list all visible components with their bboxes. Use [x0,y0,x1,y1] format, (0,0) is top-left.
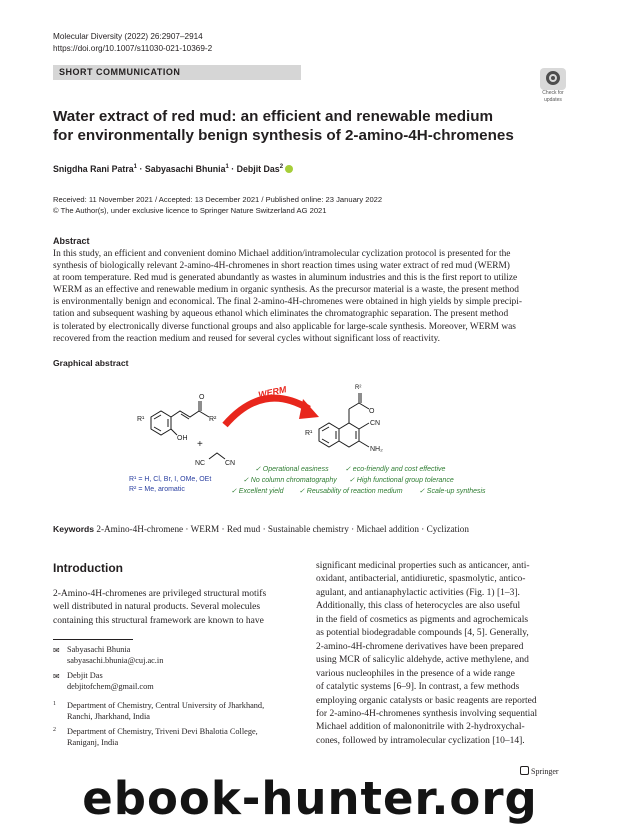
body-line: 2-Amino-4H-chromenes are privileged structural motifs [53,589,267,599]
abstract-body [53,248,567,345]
plus-sign: + [197,439,203,450]
keywords-text: 2-Amino-4H-chromene · WERM · Red mud · Sustainable chemistry · Michael addition · Cyclization [96,524,469,534]
chromene-product-structure [319,393,369,447]
abstract-line: at room temperature. Red mud is generated abundantly as wastes in aluminum industries and this is the first report to utilize [53,273,518,284]
chalcone-r1-label: R¹ [137,416,145,423]
feature-item: ✓ Reusability of reaction medium [299,488,403,495]
footnote-divider [53,639,133,640]
section-label: SHORT COMMUNICATION [59,67,181,77]
body-line: Additionally, this class of heterocycles are also useful [316,601,521,612]
abstract-line: is tolerated by electronically diverse functional groups and also applicable for large-scale synthesis. Moreover, WERM was [53,321,516,332]
body-line: oxidant, antibacterial, antidiuretic, spasmolytic, antico- [316,574,526,585]
introduction-heading: Introduction [53,561,123,575]
body-line: of catalytic systems [6–9]. In contrast, a few methods [316,682,520,693]
abstract-line: recovered from the reaction medium and reused for several cycles without significant loss of reactivity. [53,333,441,344]
author-list: Snigdha Rani Patra$^1$ · Sabyasachi Bhunia$^1$ · Debjit Das$^2$ [53,164,293,174]
check-for-updates-button[interactable] [538,68,568,102]
watermark: ebook-hunter.org [82,772,538,824]
feature-item: ✓ No column chromatography [243,477,337,484]
reaction-arrow-shaft [225,398,309,425]
body-line: various nucleophiles in the presence of a wide range [316,668,515,679]
body-line: significant medicinal properties such as anticancer, anti- [316,561,530,571]
substituent-r2-list: R² = Me, aromatic [129,486,185,493]
author-name: Sabyasachi Bhunia [144,164,226,174]
affiliation-line: Ranchi, Jharkhand, India [67,711,150,721]
affiliation-number: 1 [53,701,56,707]
abstract-line: synthesis of biologically relevant 2-amino-4H-chromenes in short reaction times using water extract of red mud (WERM) [53,261,510,272]
orcid-icon[interactable] [285,165,293,173]
paper-title-line-2: for environmentally benign synthesis of 2-amino-4H-chromenes [53,127,514,144]
product-r1-label: R¹ [305,430,313,437]
body-line: in the field of cosmetics as pigments and agrochemicals [316,614,529,625]
keywords-label: Keywords [53,524,95,534]
feature-item: ✓ Operational easiness [255,466,329,473]
check-for-updates-label-2: updates [544,96,562,103]
body-line: Michael addition of malononitrile with 2-hydroxychal- [316,722,525,733]
feature-item: ✓ Scale-up synthesis [419,488,486,495]
body-line: 2-amino-4H-chromene derivatives have been prepared [316,641,524,652]
envelope-icon: ✉ [53,672,60,681]
contact-name: Debjit Das [67,671,103,680]
author-affiliation-mark: 1 [133,164,137,171]
author-affiliation-mark: 1 [225,164,229,171]
abstract-line: is environmentally benign and economical. The final 2-amino-4H-chromenes were obtained in high yields by simple precipi- [53,297,522,308]
abstract-line: tation and subsequent washing by aqueous ethanol which eliminates the chromatographic separation. The present method [53,309,509,320]
contact-email[interactable]: sabyasachi.bhunia@cuj.ac.in [67,655,164,665]
affiliation-line: Raniganj, India [67,737,119,747]
introduction-right-column [316,560,567,748]
reaction-arrow-label: WERM [257,384,288,400]
body-line: using MCR of salicylic aldehyde, active methylene, and [316,655,529,666]
body-line: for 2-amino-4H-chromenes synthesis involving sequential [316,708,538,719]
copyright-notice: © The Author(s), under exclusive licence to Springer Nature Switzerland AG 2021 [53,206,327,215]
author-name: Snigdha Rani Patra [53,164,134,174]
contact-name: Sabyasachi Bhunia [67,645,131,654]
section-banner [53,65,301,80]
feature-item: ✓ Excellent yield [231,488,284,495]
publication-dates: Received: 11 November 2021 / Accepted: 13 December 2021 / Published online: 23 January 2022 [53,195,383,204]
check-for-updates-label-1: Check for [542,90,564,96]
feature-item: ✓ High functional group tolerance [349,477,454,484]
body-line: containing this structural framework are known to have [53,615,264,626]
chalcone-oh-label: OH [177,435,188,442]
body-line: cones, followed by intramolecular cyclization [10–14]. [316,735,525,746]
body-line: agulant, and antianaphylactic activities (Fig. 1) [1–3]. [316,587,520,598]
malononitrile-structure [209,453,225,459]
envelope-icon: ✉ [53,646,60,655]
product-carbonyl-oxygen-label: O [369,408,375,415]
body-line: as potential biodegradable compounds [4, 5]. Generally, [316,628,529,639]
product-nh2-label: NH₂ [370,446,383,453]
journal-citation: Molecular Diversity (2022) 26:2907–2914 [53,32,203,41]
affiliation-line: Department of Chemistry, Triveni Devi Bhalotia College, [67,727,258,736]
introduction-left-column [53,588,301,628]
contact-email[interactable]: debjitofchem@gmail.com [67,681,154,691]
affiliation-line: Department of Chemistry, Central University of Jharkhand, [67,701,265,710]
chalcone-oxygen-label: O [199,394,205,401]
keywords [53,524,469,534]
affiliation-number: 2 [53,727,56,733]
publisher-name: Springer [531,767,559,776]
graphical-abstract-heading: Graphical abstract [53,358,129,368]
graphical-abstract [113,373,513,503]
product-r2-label: R² [355,385,362,391]
abstract-line: In this study, an efficient and convenient domino Michael addition/intramolecular cyclization protocol is presented for the [53,249,511,259]
malononitrile-cn-label: CN [225,460,236,467]
body-line: well distributed in natural products. Several molecules [53,602,261,613]
paper-title [53,107,543,145]
chalcone-structure [151,401,209,435]
chalcone-r2-label: R² [209,416,217,423]
substituent-r1-list: R¹ = H, Cl, Br, I, OMe, OEt [129,476,212,483]
doi-link[interactable]: https://doi.org/10.1007/s11030-021-10369-2 [53,44,213,53]
feature-item: ✓ eco-friendly and cost effective [345,466,446,473]
malononitrile-nc-label: NC [195,460,206,467]
product-cn-label: CN [370,420,381,427]
check-for-updates-icon [540,68,566,90]
author-name: Debjit Das [236,164,280,174]
author-affiliation-mark: 2 [279,164,284,171]
paper-title-line-1: Water extract of red mud: an efficient and renewable medium [53,108,493,125]
abstract-line: WERM as an effective and renewable medium in organic synthesis. As the precursor material is a waste, the present method [53,285,519,296]
body-line: employing organic catalysts or basic reagents are reported [316,695,537,706]
abstract-heading: Abstract [53,236,90,246]
